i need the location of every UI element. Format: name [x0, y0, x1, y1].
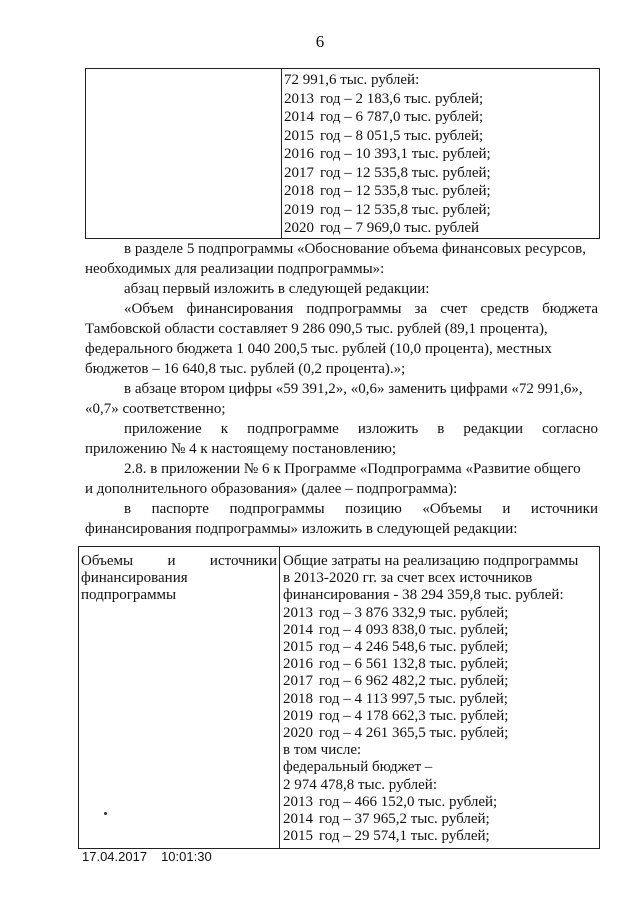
- table-left-cell: [86, 69, 282, 239]
- print-timestamp: [82, 849, 212, 864]
- funding-values-cell: [280, 547, 600, 849]
- table-line: 72 991,6 тыс. рублей:: [284, 72, 420, 88]
- funding-line: федеральный бюджет –: [283, 759, 433, 776]
- funding-line: 2020 год – 4 261 365,5 тыс. рублей;: [283, 725, 509, 742]
- funding-line: 2016 год – 6 561 132,8 тыс. рублей;: [283, 656, 509, 673]
- funding-line: 2017 год – 6 962 482,2 тыс. рублей;: [283, 673, 509, 690]
- paragraph-line: «Объем финансирования подпрограммы за счет средств бюджета: [124, 301, 598, 317]
- print-time: 10:01:30: [161, 849, 212, 864]
- print-date: 17.04.2017: [82, 849, 148, 864]
- scan-speck: [104, 812, 107, 815]
- table-line: 2014 год – 6 787,0 тыс. рублей;: [284, 109, 484, 125]
- position-name-line: подпрограммы: [81, 587, 177, 604]
- paragraph-line: приложение к подпрограмме изложить в редакции согласно: [124, 421, 598, 437]
- paragraph-line: «0,7» соответственно;: [85, 401, 226, 417]
- funding-line: 2015 год – 4 246 548,6 тыс. рублей;: [283, 639, 509, 656]
- table-line: 2017 год – 12 535,8 тыс. рублей;: [284, 164, 491, 181]
- paragraph-line: бюджетов – 16 640,8 тыс. рублей (0,2 процента).»;: [85, 361, 406, 377]
- paragraph-line: Тамбовской области составляет 9 286 090,5 тыс. рублей (89,1 процента),: [85, 321, 548, 337]
- funding-line: 2014 год – 4 093 838,0 тыс. рублей;: [283, 621, 509, 638]
- funding-line: 2019 год – 4 178 662,3 тыс. рублей;: [283, 707, 509, 724]
- funding-table-continued: [85, 68, 600, 239]
- paragraph-line: 2.8. в приложении № 6 к Программе «Подпрограмма «Развитие общего: [124, 461, 581, 477]
- funding-line: в 2013-2020 гг. за счет всех источников: [283, 570, 533, 587]
- page-number: 6: [315, 32, 325, 51]
- paragraph-line: приложению № 4 к настоящему постановлению;: [85, 441, 397, 457]
- table-line: 2016 год – 10 393,1 тыс. рублей;: [284, 146, 491, 162]
- funding-passport-table: [78, 546, 600, 849]
- funding-line: 2013 год – 466 152,0 тыс. рублей;: [283, 793, 498, 810]
- table-right-cell: [282, 69, 600, 239]
- funding-line: 2018 год – 4 113 997,5 тыс. рублей;: [283, 690, 508, 707]
- funding-line: в том числе:: [283, 742, 362, 759]
- paragraph-line: в разделе 5 подпрограммы «Обоснование объема финансовых ресурсов,: [124, 241, 586, 257]
- table-line: 2020 год – 7 969,0 тыс. рублей: [284, 220, 480, 236]
- funding-line: 2015 год – 29 574,1 тыс. рублей;: [283, 828, 490, 845]
- funding-line: 2014 год – 37 965,2 тыс. рублей;: [283, 811, 490, 828]
- paragraph-line: и дополнительного образования» (далее – подпрограмма):: [85, 481, 458, 497]
- table-line: 2019 год – 12 535,8 тыс. рублей;: [284, 201, 491, 218]
- position-name-line: Объемы и источники: [81, 553, 277, 569]
- table-line: 2018 год – 12 535,8 тыс. рублей;: [284, 183, 491, 199]
- position-name-cell: [79, 547, 280, 849]
- funding-line: 2 974 478,8 тыс. рублей:: [283, 776, 437, 793]
- paragraph-line: абзац первый изложить в следующей редакции:: [124, 281, 430, 297]
- funding-line: Общие затраты на реализацию подпрограммы: [283, 553, 579, 569]
- paragraph-line: необходимых для реализации подпрограммы»:: [85, 261, 385, 277]
- table-line: 2013 год – 2 183,6 тыс. рублей;: [284, 90, 484, 107]
- paragraph-line: в абзаце втором цифры «59 391,2», «0,6» заменить цифрами «72 991,6»,: [124, 381, 583, 397]
- funding-line: 2013 год – 3 876 332,9 тыс. рублей;: [283, 604, 509, 621]
- paragraph-line: в паспорте подпрограммы позицию «Объемы и источники: [124, 501, 598, 517]
- table-line: 2015 год – 8 051,5 тыс. рублей;: [284, 127, 484, 144]
- paragraph-line: финансирования подпрограммы» изложить в следующей редакции:: [85, 521, 518, 537]
- funding-line: финансирования - 38 294 359,8 тыс. рублей:: [283, 587, 564, 604]
- position-name-line: финансирования: [81, 570, 188, 587]
- paragraph-line: федерального бюджета 1 040 200,5 тыс. рублей (10,0 процента), местных: [85, 341, 552, 357]
